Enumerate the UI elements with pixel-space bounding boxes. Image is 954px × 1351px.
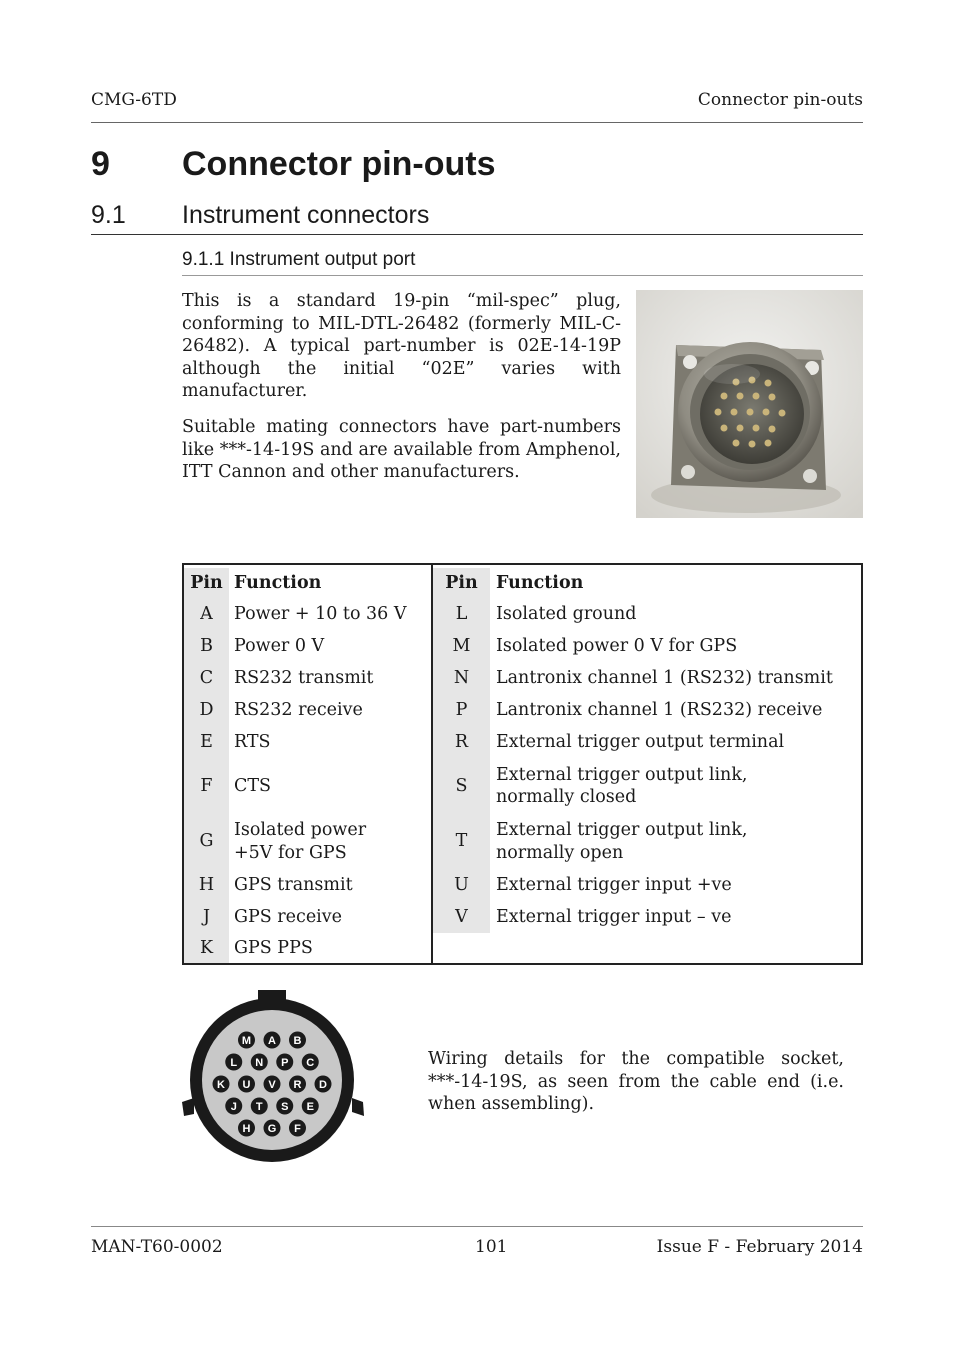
table-row: [184, 869, 431, 901]
socket-pin-label: T: [255, 1101, 263, 1113]
table-row: [184, 598, 431, 630]
connector-photo: [636, 290, 863, 518]
pin-function: GPS transmit: [234, 874, 353, 895]
pin-label: G: [184, 814, 229, 869]
socket-pin-label: F: [294, 1123, 301, 1135]
subsection-rule: [182, 275, 863, 276]
diagram-lug-right: [352, 1098, 364, 1116]
pin-label: T: [433, 814, 490, 869]
table-row: [433, 694, 863, 726]
pin-function: Lantronix channel 1 (RS232) receive: [496, 699, 823, 720]
chapter-title: Connector pin-outs: [182, 145, 496, 183]
table-row: [184, 694, 431, 726]
subsection-title: 9.1.1 Instrument output port: [182, 249, 416, 270]
socket-pin-label: K: [217, 1079, 225, 1091]
section-title: Instrument connectors: [182, 201, 430, 229]
pin-function: External trigger input +ve: [496, 874, 732, 895]
pin-function: Power + 10 to 36 V: [234, 603, 407, 624]
table-row: [184, 758, 431, 814]
pin-function: RS232 receive: [234, 699, 363, 720]
pin-function: RS232 transmit: [234, 667, 374, 688]
table-row: [184, 901, 431, 933]
table-row: [184, 814, 431, 869]
pin-label: H: [184, 869, 229, 901]
paragraph-mating-connectors: Suitable mating connectors have part-numbers like ***-14-19S and are available from Amphenol, ITT Cannon and other manufacturers.: [182, 417, 621, 482]
pin-function: CTS: [234, 775, 272, 796]
socket-pin-label: H: [242, 1123, 251, 1135]
table-header-row: [433, 568, 863, 598]
footer-document-number: MAN-T60-0002: [91, 1237, 223, 1257]
socket-pin-label: B: [293, 1035, 302, 1047]
pin-label: E: [184, 726, 229, 758]
socket-pin-label: V: [268, 1079, 276, 1091]
table-row: [433, 814, 863, 869]
socket-caption: Wiring details for the compatible socket, ***-14-19S, as seen from the cable end (i.e. when assembling).: [428, 1049, 844, 1114]
header-document-id: CMG-6TD: [91, 90, 177, 110]
pin-function: RTS: [234, 731, 271, 752]
table-row: [433, 726, 863, 758]
table-header-function: Function: [234, 572, 322, 593]
paragraph-plug-description: This is a standard 19-pin “mil-spec” plug, conforming to MIL-DTL-26482 (formerly MIL-C-26482). A typical part-number is 02E-14-19P although the initial “02E” varies with manufacturer.: [182, 291, 621, 401]
pin-label: A: [184, 598, 229, 630]
table-row: [433, 630, 863, 662]
socket-pin-label: C: [306, 1057, 315, 1069]
pin-function: GPS PPS: [234, 937, 313, 958]
footer-issue: Issue F - February 2014: [656, 1237, 863, 1257]
footer-rule: [91, 1226, 863, 1227]
section-number: 9.1: [91, 201, 126, 229]
diagram-lug-left: [182, 1098, 194, 1116]
table-row: [184, 726, 431, 758]
socket-pin-label: R: [293, 1079, 302, 1091]
pin-label: F: [184, 758, 229, 814]
pin-label: D: [184, 694, 229, 726]
socket-pin-label: N: [255, 1057, 264, 1069]
socket-pin-label: S: [281, 1101, 289, 1113]
section-rule: [91, 234, 863, 235]
socket-pin-label: A: [268, 1035, 276, 1047]
table-row: [433, 598, 863, 630]
header-chapter-title: Connector pin-outs: [697, 90, 863, 110]
pin-function: External trigger input – ve: [496, 906, 732, 927]
pin-function: Lantronix channel 1 (RS232) transmit: [496, 667, 833, 688]
header-rule: [91, 122, 863, 123]
pin-label: N: [433, 662, 490, 694]
table-row: [433, 901, 863, 933]
table-row: [184, 933, 431, 963]
table-header-pin: Pin: [184, 568, 229, 598]
chapter-number: 9: [91, 145, 110, 183]
socket-pin-label: M: [241, 1035, 252, 1047]
pin-function: Power 0 V: [234, 635, 325, 656]
pin-label: C: [184, 662, 229, 694]
pin-function: Isolated power +5V for GPS: [234, 820, 367, 863]
pin-label: R: [433, 726, 490, 758]
pin-function-table: [182, 563, 863, 965]
socket-pin-label: J: [230, 1101, 237, 1113]
table-row: [184, 630, 431, 662]
table-row: [433, 758, 863, 814]
table-row: [433, 869, 863, 901]
table-row: [433, 662, 863, 694]
pin-label: S: [433, 758, 490, 814]
pin-label: K: [184, 933, 229, 963]
pin-label: P: [433, 694, 490, 726]
socket-pin-label: L: [230, 1057, 238, 1069]
socket-wiring-diagram: [180, 990, 366, 1170]
table-header-row: [184, 568, 431, 598]
pin-function: Isolated power 0 V for GPS: [496, 635, 738, 656]
pin-label: B: [184, 630, 229, 662]
socket-pin-label: G: [267, 1123, 277, 1135]
pin-function: GPS receive: [234, 906, 343, 927]
socket-pin-label: D: [319, 1079, 327, 1091]
socket-pin-label: U: [242, 1079, 251, 1091]
pin-label: J: [184, 901, 229, 933]
socket-pin-label: E: [306, 1101, 314, 1113]
pin-function: External trigger output link, normally open: [496, 820, 748, 863]
table-row: [184, 662, 431, 694]
pin-function: External trigger output link, normally closed: [496, 764, 748, 807]
table-header-pin: Pin: [433, 568, 490, 598]
pin-label: V: [433, 901, 490, 933]
table-header-function: Function: [496, 572, 584, 593]
pin-label: M: [433, 630, 490, 662]
pin-function: External trigger output terminal: [496, 731, 785, 752]
socket-pin-label: P: [281, 1057, 289, 1069]
footer-page-number: 101: [475, 1237, 508, 1257]
pin-label: L: [433, 598, 490, 630]
pin-label: U: [433, 869, 490, 901]
pin-function: Isolated ground: [496, 603, 637, 624]
